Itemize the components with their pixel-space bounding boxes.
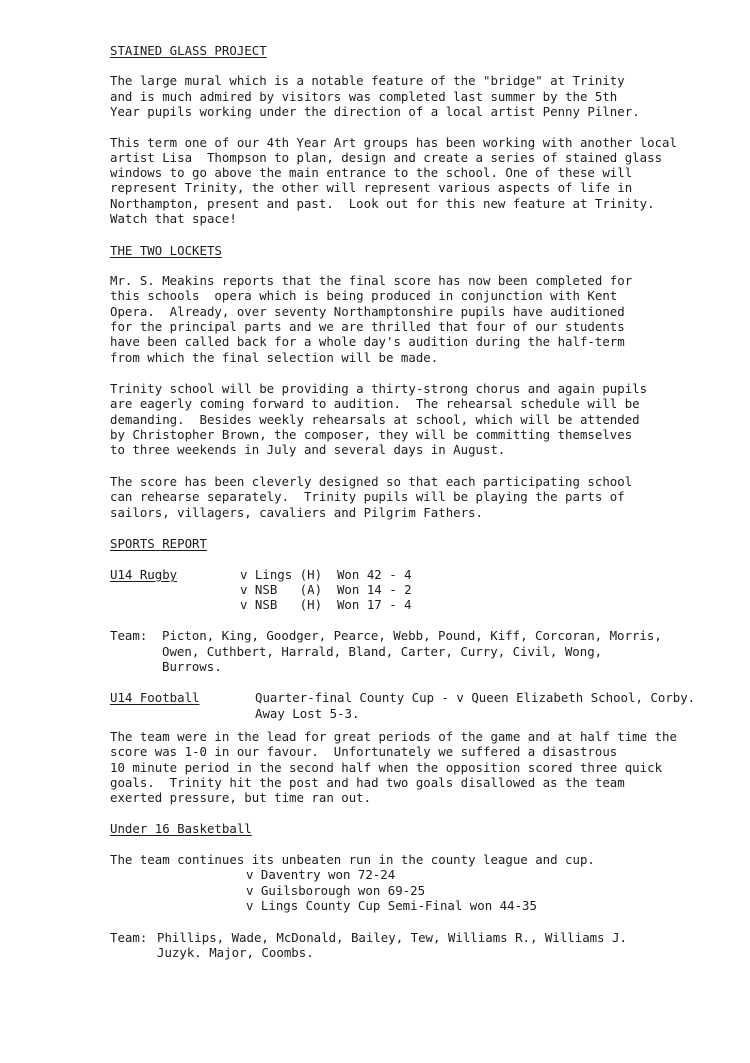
basketball-team-label: Team: [110, 930, 148, 945]
text-line: for the principal parts and we are thrilled that four of our students [110, 319, 625, 334]
rugby-result: v NSB (H) Won 17 - 4 [240, 597, 412, 612]
text-line: to three weekends in July and several days in August. [110, 442, 506, 457]
text-line: goals. Trinity hit the post and had two goals disallowed as the team [110, 775, 625, 790]
text-line: The large mural which is a notable feature of the "bridge" at Trinity [110, 73, 625, 88]
text-line: 10 minute period in the second half when the opposition scored three quick [110, 760, 663, 775]
text-line: Juzyk. Major, Coombs. [157, 945, 314, 960]
text-line: this schools opera which is being produced in conjunction with Kent [110, 288, 618, 303]
text-line: Mr. S. Meakins reports that the final score has now been completed for [110, 273, 633, 288]
text-line: score was 1-0 in our favour. Unfortunately we suffered a disastrous [110, 744, 618, 759]
text-line: Trinity school will be providing a thirty-strong chorus and again pupils [110, 381, 648, 396]
text-line: sailors, villagers, cavaliers and Pilgrim Fathers. [110, 505, 483, 520]
text-line: can rehearse separately. Trinity pupils will be playing the parts of [110, 489, 625, 504]
basketball-result: v Lings County Cup Semi-Final won 44-35 [246, 898, 537, 913]
stained-glass-heading: STAINED GLASS PROJECT [110, 43, 267, 58]
text-line: Northampton, present and past. Look out for this new feature at Trinity. [110, 196, 655, 211]
basketball-result: v Guilsborough won 69-25 [246, 883, 426, 898]
text-line: by Christopher Brown, the composer, they will be committing themselves [110, 427, 633, 442]
text-line: The score has been cleverly designed so that each participating school [110, 474, 633, 489]
text-line: exerted pressure, but time ran out. [110, 790, 372, 805]
text-line: Watch that space! [110, 211, 237, 226]
text-line: windows to go above the main entrance to the school. One of these will [110, 165, 633, 180]
text-line: represent Trinity, the other will represent various aspects of life in [110, 180, 633, 195]
rugby-result: v NSB (A) Won 14 - 2 [240, 582, 412, 597]
text-line: are eagerly coming forward to audition. The rehearsal schedule will be [110, 396, 640, 411]
text-line: artist Lisa Thompson to plan, design and create a series of stained glass [110, 150, 663, 165]
text-line: Quarter-final County Cup - v Queen Elizabeth School, Corby. [255, 690, 696, 705]
basketball-result: v Daventry won 72-24 [246, 867, 396, 882]
two-lockets-heading: THE TWO LOCKETS [110, 243, 222, 258]
rugby-team-label: Team: [110, 628, 148, 643]
text-line: Opera. Already, over seventy Northamptonshire pupils have auditioned [110, 304, 625, 319]
rugby-result: v Lings (H) Won 42 - 4 [240, 567, 412, 582]
text-line: Burrows. [162, 659, 222, 674]
text-line: have been called back for a whole day's audition during the half-term [110, 334, 625, 349]
text-line: and is much admired by visitors was completed last summer by the 5th [110, 89, 618, 104]
rugby-label: U14 Rugby [110, 567, 178, 582]
sports-report-heading: SPORTS REPORT [110, 536, 207, 551]
text-line: Year pupils working under the direction of a local artist Penny Pilner. [110, 104, 640, 119]
text-line: from which the final selection will be made. [110, 350, 439, 365]
text-line: demanding. Besides weekly rehearsals at school, which will be attended [110, 412, 640, 427]
text-line: This term one of our 4th Year Art groups has been working with another local [110, 135, 677, 150]
basketball-label: Under 16 Basketball [110, 821, 252, 836]
text-line: The team were in the lead for great periods of the game and at half time the [110, 729, 677, 744]
text-line: Phillips, Wade, McDonald, Bailey, Tew, Williams R., Williams J. [157, 930, 627, 945]
basketball-intro: The team continues its unbeaten run in the county league and cup. [110, 852, 595, 867]
football-label: U14 Football [110, 690, 200, 705]
text-line: Picton, King, Goodger, Pearce, Webb, Pound, Kiff, Corcoran, Morris, [162, 628, 662, 643]
text-line: Away Lost 5-3. [255, 706, 360, 721]
text-line: Owen, Cuthbert, Harrald, Bland, Carter, Curry, Civil, Wong, [162, 644, 603, 659]
